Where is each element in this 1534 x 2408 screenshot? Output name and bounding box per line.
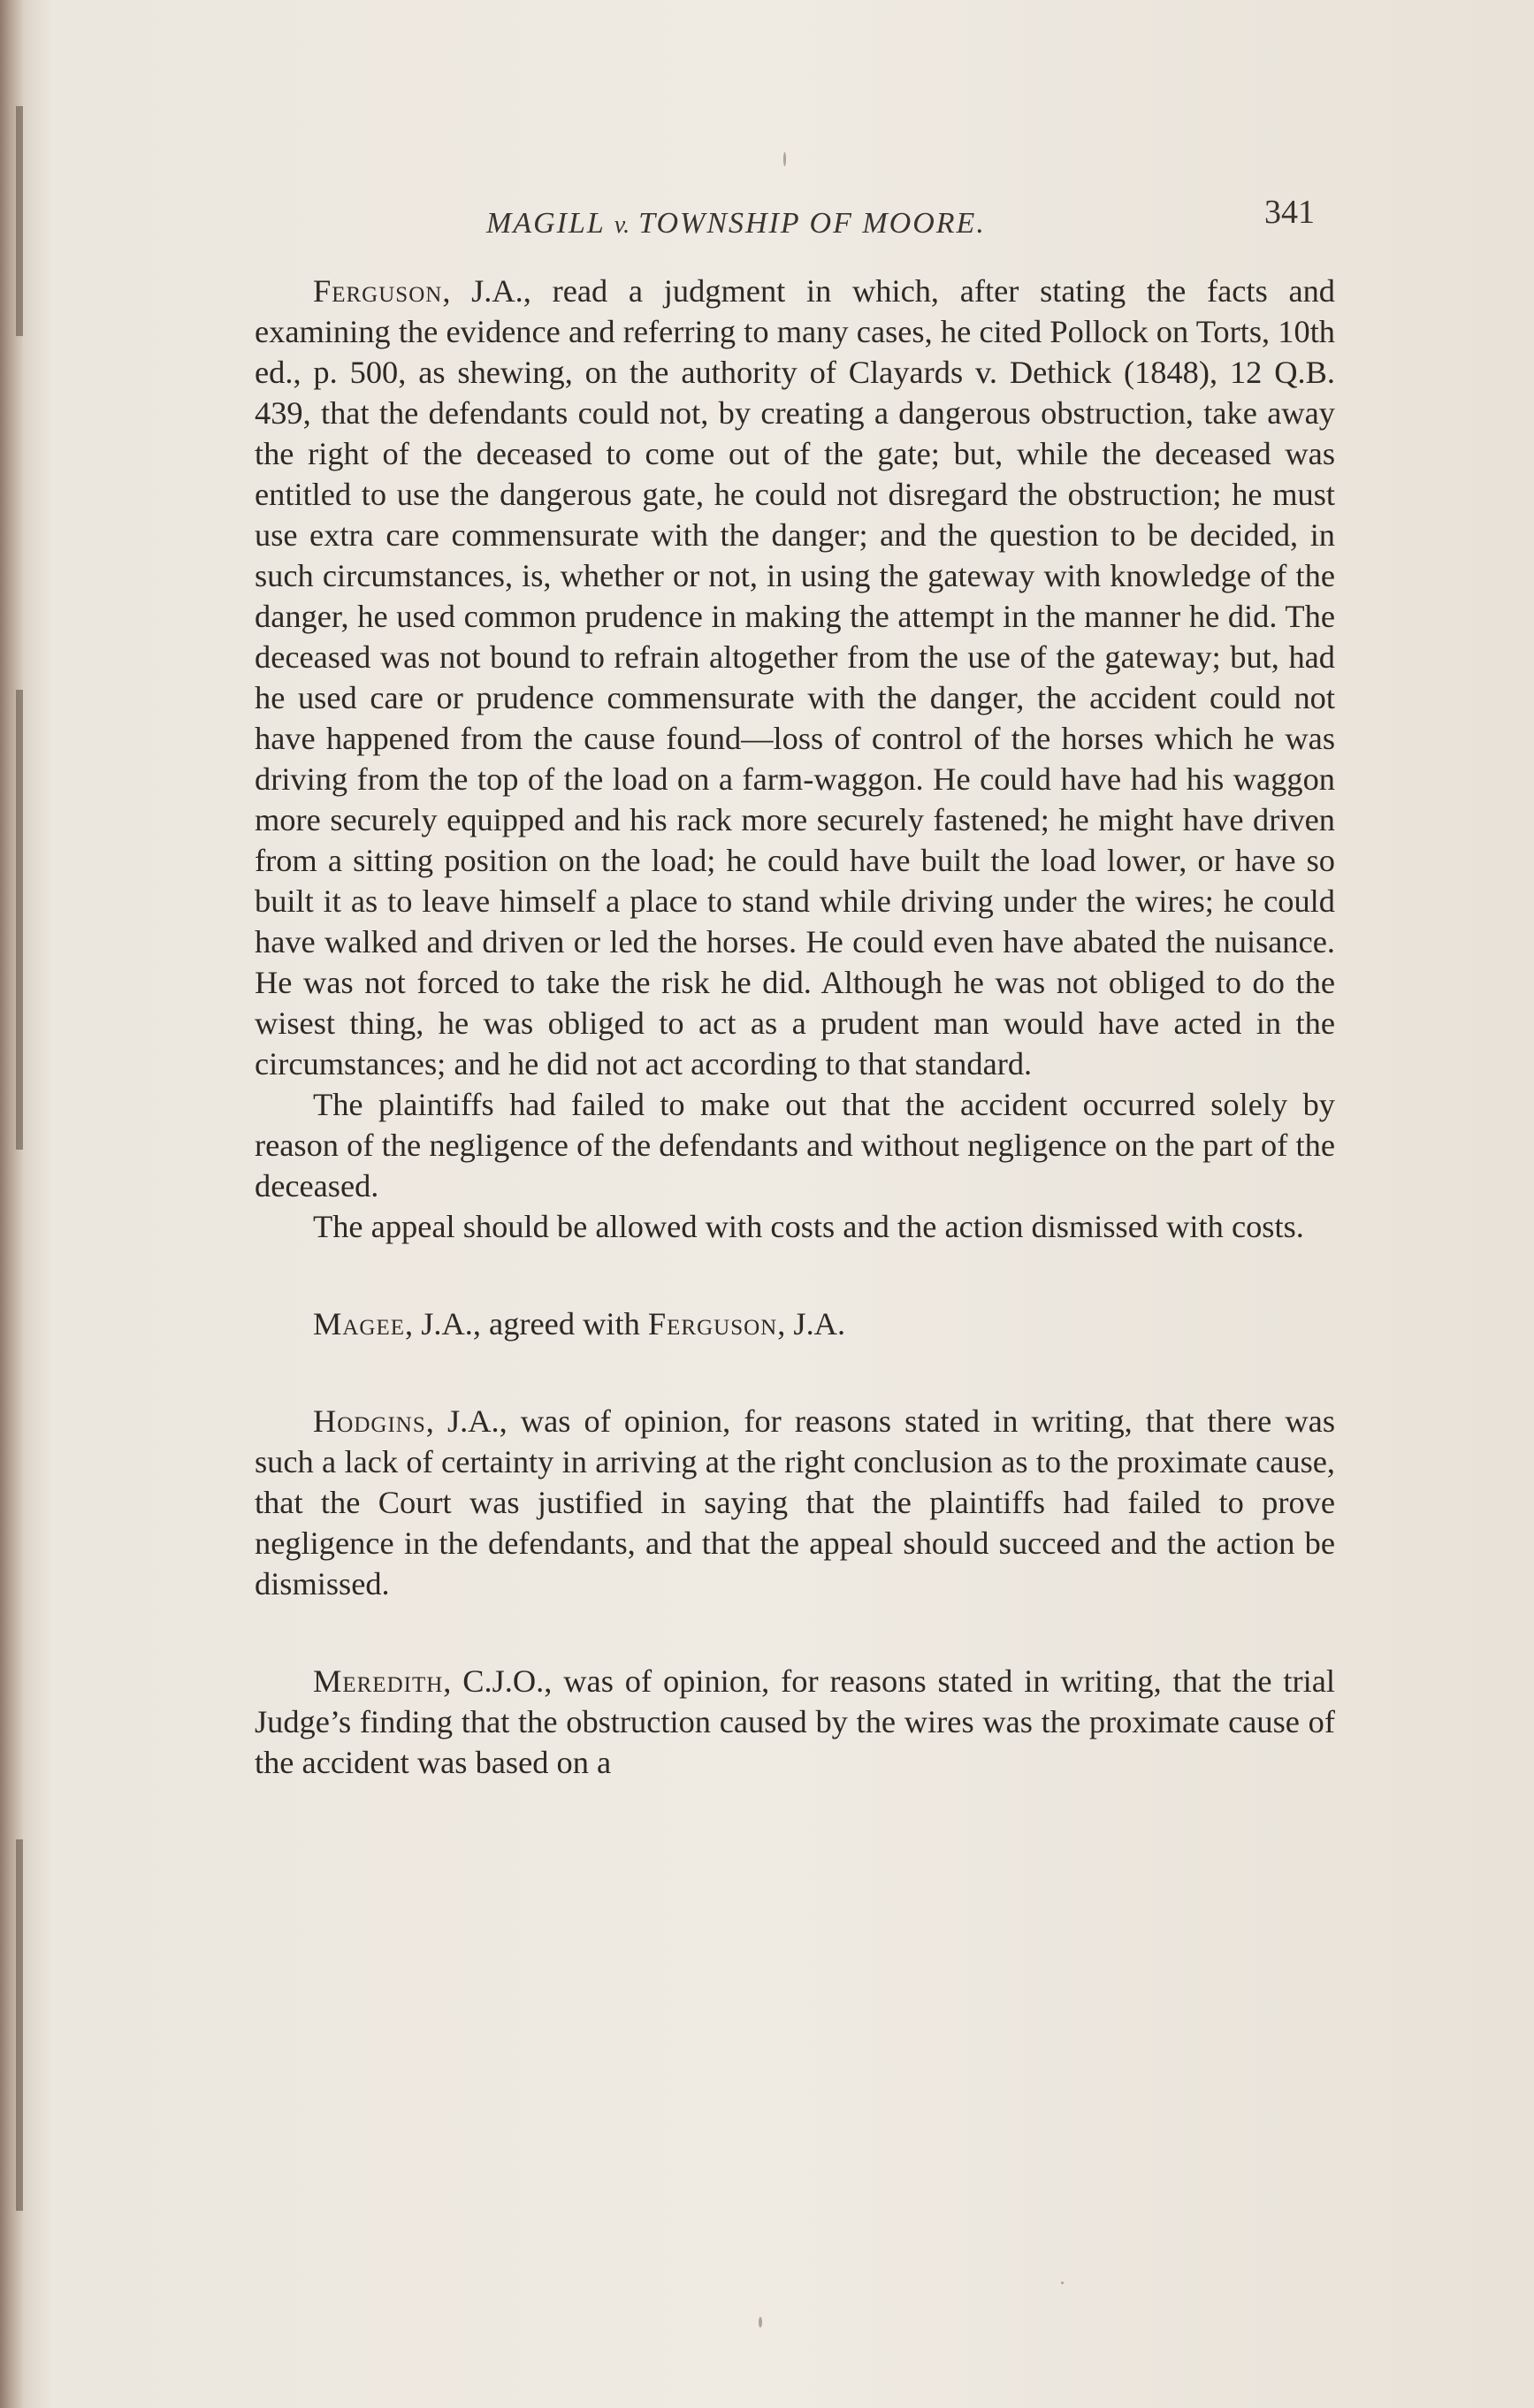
title-v: v. (614, 211, 630, 239)
paragraph-ferguson-judgment (255, 271, 1335, 1084)
judge-name: Ferguson (313, 273, 443, 309)
paragraph-plaintiffs-failed: The plaintiffs had failed to make out that the accident occurred solely by reason of the negligence of the defendants and without negligence on the part of the deceased. (255, 1087, 1335, 1204)
judge-name: Hodgins (313, 1403, 426, 1439)
spine-mark (16, 106, 23, 336)
running-head-title (486, 207, 986, 241)
page-body (255, 271, 1335, 1783)
paper-speck (1061, 2282, 1064, 2284)
paragraph-text: , J.A., read a judgment in which, after stating the facts and examining the evidence and referring to many cases, he cited Pollock on Torts, 10th ed., p. 500, as shewing, on the authority of Clayards v. Dethick (1848), 12 Q.B. 439, that the defendants could not, by creating a dangerous obstruction, take away the right of the deceased to come out of the gate; but, while the deceased was entitled to use the dangerous gate, he could not disregard the obstruction; he must use extra care commensurate with the danger; and the question to be decided, in such circumstances, is, whether or not, in using the gateway with knowledge of the danger, he used common prudence in making the attempt in the manner he did. The deceased was not bound to refrain altogether from the use of the gateway; but, had he used care or prudence commensurate with the danger, the accident could not have happened from the cause found—loss of control of the horses which he was driving from the top of the load on a farm-waggon. He could have had his waggon more securely equipped and his rack more securely fastened; he might have driven from a sitting position on the load; he could have built the load lower, or have so built it as to leave himself a place to stand while driving under the wires; he could have walked and driven or led the horses. He could even have abated the nuisance. He was not forced to take the risk he did. Although he was not obliged to do the wisest thing, he was obliged to act as a prudent man would have acted in the circumstances; and he did not act according to that standard. (255, 273, 1335, 1082)
paragraph-text: , J.A., was of opinion, for reasons stated in writing, that there was such a lack of certainty in arriving at the right conclusion as to the proximate cause, that the Court was justified in saying that the plaintiffs had failed to prove negligence in the defendants, and that the appeal should succeed and the action be dismissed. (255, 1403, 1335, 1602)
judge-name: Ferguson (647, 1306, 778, 1342)
paragraph-meredith-opinion (255, 1661, 1335, 1783)
title-left: MAGILL (486, 207, 606, 240)
judge-name: Magee (313, 1306, 406, 1342)
paragraph-text: , J.A., agreed with (405, 1306, 648, 1342)
paper-speck (783, 152, 786, 166)
spine-mark (16, 690, 23, 1150)
page-number: 341 (1264, 194, 1315, 231)
paragraph-text: , C.J.O., was of opinion, for reasons stated in writing, that the trial Judge’s finding that the obstruction caused by the wires was the proximate cause of the accident was based on a (255, 1663, 1335, 1780)
paragraph-appeal-allowed: The appeal should be allowed with costs and the action dismissed with costs. (313, 1209, 1304, 1244)
paper-speck (759, 2317, 762, 2328)
judge-name: Meredith (313, 1663, 444, 1699)
paragraph-magee-agreed (255, 1303, 1335, 1344)
title-right: TOWNSHIP OF MOORE. (638, 207, 986, 240)
paragraph-text: , J.A. (777, 1306, 846, 1342)
spine-mark (16, 1839, 23, 2211)
running-header (265, 193, 1335, 255)
paragraph-hodgins-opinion (255, 1401, 1335, 1604)
